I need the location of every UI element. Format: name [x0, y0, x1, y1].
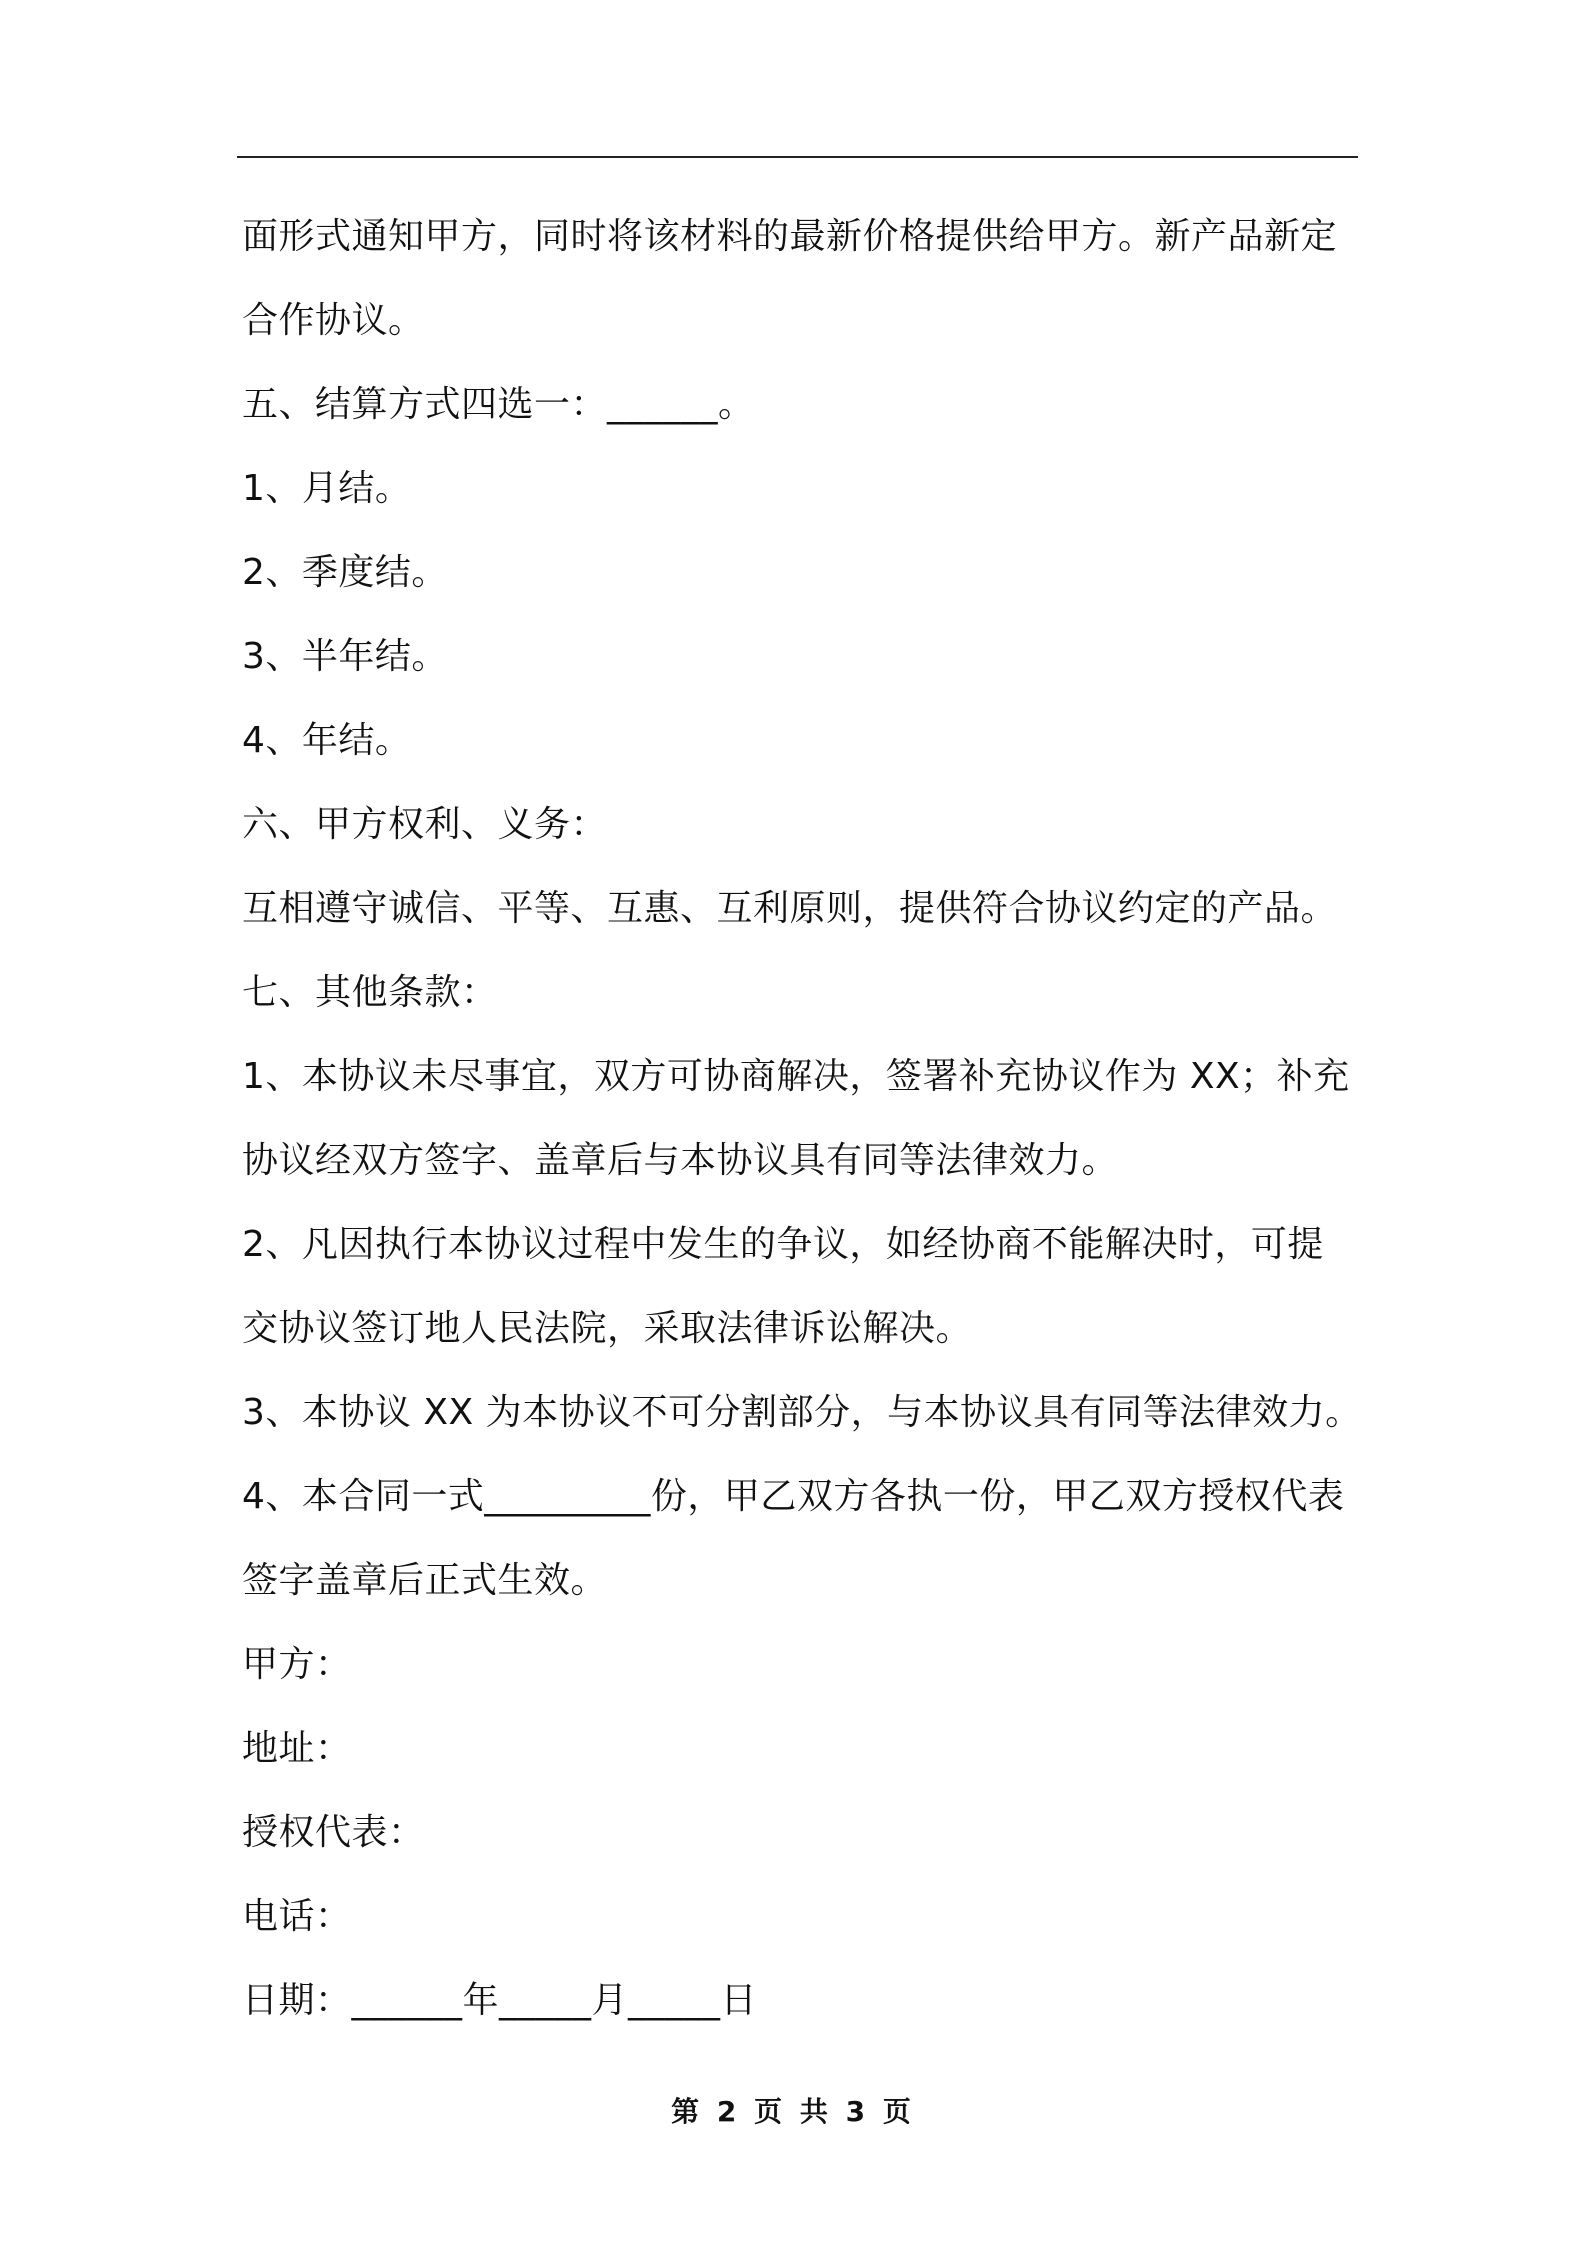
list-item: 1、本协议未尽事宜，双方可协商解决，签署补充协议作为 XX；补充	[242, 1056, 1350, 1097]
section-heading: 六、甲方权利、义务：	[242, 804, 608, 845]
text-line: 合作协议。	[242, 300, 425, 341]
signature-field-address: 地址：	[242, 1728, 352, 1769]
page-number: 第 2 页 共 3 页	[671, 2095, 915, 2128]
signature-field-party: 甲方：	[242, 1644, 352, 1685]
signature-field-date: 日期：______年_____月_____日	[242, 1980, 758, 2021]
text-line: 协议经双方签字、盖章后与本协议具有同等法律效力。	[242, 1140, 1119, 1181]
list-item: 4、年结。	[242, 720, 412, 761]
text-line: 签字盖章后正式生效。	[242, 1560, 608, 1601]
list-item: 4、本合同一式_________份，甲乙双方各执一份，甲乙双方授权代表	[242, 1476, 1345, 1517]
header-rule	[237, 156, 1358, 158]
text-line: 面形式通知甲方，同时将该材料的最新价格提供给甲方。新产品新定	[242, 216, 1338, 257]
list-item: 2、季度结。	[242, 552, 448, 593]
list-item: 2、凡因执行本协议过程中发生的争议，如经协商不能解决时，可提	[242, 1224, 1324, 1265]
section-heading: 五、结算方式四选一：______。	[242, 384, 755, 425]
list-item: 3、本协议 XX 为本协议不可分割部分，与本协议具有同等法律效力。	[242, 1392, 1362, 1433]
text-line: 交协议签订地人民法院，采取法律诉讼解决。	[242, 1308, 973, 1349]
document-body	[242, 195, 1367, 2043]
signature-field-phone: 电话：	[242, 1896, 352, 1937]
list-item: 1、月结。	[242, 468, 412, 509]
section-heading: 七、其他条款：	[242, 972, 498, 1013]
list-item: 3、半年结。	[242, 636, 448, 677]
signature-field-representative: 授权代表：	[242, 1812, 425, 1853]
text-line: 互相遵守诚信、平等、互惠、互利原则，提供符合协议约定的产品。	[242, 888, 1338, 929]
